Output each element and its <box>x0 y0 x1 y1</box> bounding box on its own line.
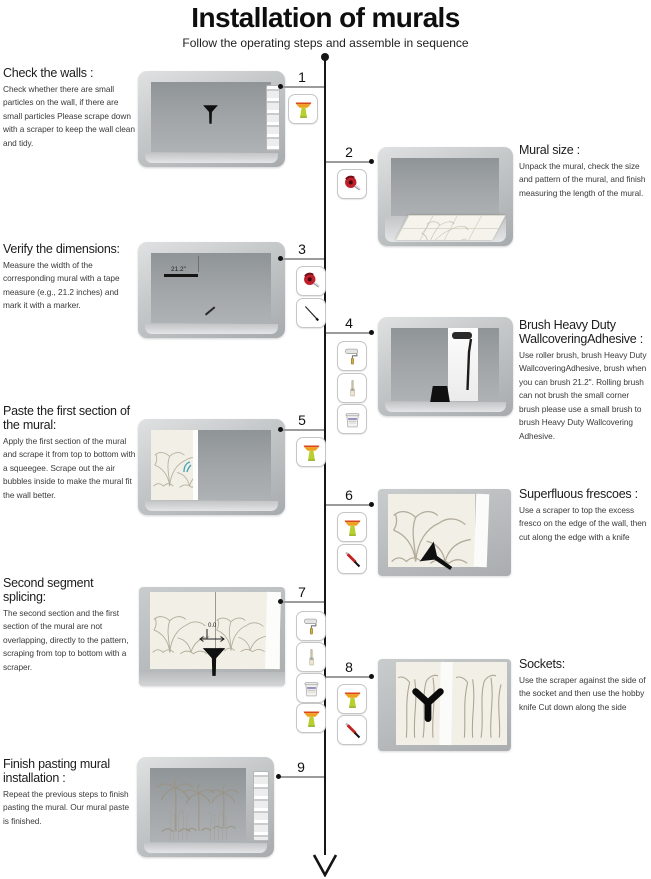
torn-edge <box>474 494 490 567</box>
step-1-description: Check whether there are small particles on the wall, if there are small particles Please scrape down with a scraper to keep the wall clean and tidy. <box>3 84 135 148</box>
step-1-title: Check the walls : <box>3 66 94 80</box>
step-3-description: Measure the width of the corresponding mural with a tape measure (e.g., 21.2 inches) and mark it with a marker. <box>3 260 120 311</box>
step-2 <box>519 143 649 200</box>
scraper-icon <box>288 94 318 124</box>
step-9-connector <box>278 759 324 778</box>
adhesive-bucket-icon <box>296 673 326 703</box>
step-9-number: 9 <box>297 759 305 775</box>
scraper-icon <box>337 512 367 542</box>
step-7-connector <box>280 584 324 603</box>
room-wall <box>391 158 499 218</box>
step-8 <box>519 657 649 714</box>
step-5-connector <box>280 412 324 431</box>
small-brush-icon <box>337 373 367 403</box>
step-4-title: Brush Heavy Duty WallcoveringAdhesive : <box>519 318 643 346</box>
gap-annotation: 0.0 <box>197 623 227 649</box>
step-5 <box>3 404 136 502</box>
step-4-number: 4 <box>345 315 353 331</box>
tape-measure-icon <box>337 169 367 199</box>
connector-dot <box>278 84 283 89</box>
step-5-description: Apply the first section of the mural and scrape it from top to bottom with a squeegee. Scrape out the air bubbles inside to make the mural fit the wall better. <box>3 436 136 500</box>
step-7-number: 7 <box>298 584 306 600</box>
marker-icon <box>296 298 326 328</box>
step-9 <box>3 757 136 828</box>
step-7-description: The second section and the first section of the mural are not overlapping, directly to the pattern, scraping from top to bottom with a scraper. <box>3 608 129 672</box>
room-floor <box>385 402 506 412</box>
small-brush-icon <box>296 642 326 672</box>
step-8-title: Sockets: <box>519 657 565 671</box>
step-1-number: 1 <box>298 69 306 85</box>
room-wall <box>151 253 271 323</box>
step-8-number: 8 <box>345 659 353 675</box>
step-1-illustration <box>138 71 285 167</box>
step-4-connector <box>326 315 372 334</box>
step-6-title: Superfluous frescoes : <box>519 487 638 501</box>
blue-leaf-accent <box>182 461 192 473</box>
connector-dot <box>278 427 283 432</box>
step-9-description: Repeat the previous steps to finish pasting the mural. Our mural paste is finished. <box>3 789 130 826</box>
step-6-connector <box>326 487 372 506</box>
room-floor <box>145 324 278 334</box>
connector-dot <box>369 502 374 507</box>
room-floor <box>145 501 278 511</box>
knife-icon <box>337 715 367 745</box>
connector-dot <box>276 774 281 779</box>
knife-icon <box>337 544 367 574</box>
step-5-number: 5 <box>298 412 306 428</box>
step-6-description: Use a scraper to top the excess fresco on the edge of the wall, then cut along the edge with a knife <box>519 505 647 542</box>
roller-brush-icon <box>337 341 367 371</box>
step-8-illustration <box>378 659 511 751</box>
room-floor <box>145 153 278 163</box>
ladder <box>253 771 269 841</box>
step-8-connector <box>326 659 372 678</box>
step-5-illustration <box>138 419 285 515</box>
step-5-title: Paste the first section of the mural: <box>3 404 130 432</box>
step-8-description: Use the scraper against the side of the socket and then use the hobby knife Cut down along the side <box>519 675 646 712</box>
connector-dot <box>278 599 283 604</box>
step-9-title: Finish pasting mural installation : <box>3 757 110 785</box>
mural-panels-on-floor <box>395 215 505 240</box>
connector-dot <box>369 330 374 335</box>
ladder <box>266 85 280 151</box>
step-2-description: Unpack the mural, check the size and pattern of the mural, and finish measuring the length of the mural. <box>519 161 646 198</box>
step-3-title: Verify the dimensions: <box>3 242 120 256</box>
scraper-silhouette <box>201 647 227 677</box>
tape-measure-icon <box>296 266 326 296</box>
step-4-illustration <box>378 317 513 416</box>
step-2-title: Mural size : <box>519 143 580 157</box>
step-7-illustration <box>139 587 285 686</box>
step-3 <box>3 242 136 313</box>
roller-silhouette <box>450 330 476 394</box>
step-3-illustration <box>138 242 285 338</box>
connector-dot <box>369 159 374 164</box>
step-2-number: 2 <box>345 144 353 160</box>
width-annotation: 21.2" <box>164 266 198 277</box>
step-2-connector <box>326 144 372 163</box>
step-3-number: 3 <box>298 241 306 257</box>
scraper-icon <box>337 684 367 714</box>
step-7-title: Second segment splicing: <box>3 576 94 604</box>
step-3-connector <box>280 241 324 260</box>
scraper-silhouette <box>202 104 219 125</box>
step-6 <box>519 487 649 544</box>
step-6-number: 6 <box>345 487 353 503</box>
room-floor <box>144 843 267 853</box>
page-subtitle: Follow the operating steps and assemble in sequence <box>182 36 469 50</box>
adhesive-bucket-icon <box>337 404 367 434</box>
bucket-silhouette <box>430 386 450 403</box>
connector-dot <box>369 674 374 679</box>
roller-brush-icon <box>296 611 326 641</box>
connector-dot <box>278 256 283 261</box>
step-1-connector <box>280 69 324 88</box>
step-7 <box>3 576 136 674</box>
step-4 <box>519 318 649 443</box>
step-4-description: Use roller brush, brush Heavy Duty WallcoveringAdhesive, brush when you can brush 21.2". Rolling brush can not brush the small corner brush please use a small brush to brush Heavy Duty Wallcovering Adhesive. <box>519 350 647 441</box>
timeline-arrow-icon <box>312 853 338 877</box>
step-9-illustration <box>137 757 274 857</box>
step-6-illustration <box>378 489 511 576</box>
page-title: Installation of murals <box>191 2 460 33</box>
scraper-icon <box>296 437 326 467</box>
scraper-icon <box>296 703 326 733</box>
socket-silhouette <box>410 686 446 722</box>
step-1 <box>3 66 136 150</box>
torn-edge <box>193 430 198 500</box>
step-2-illustration <box>378 147 513 246</box>
reference-line <box>198 256 199 272</box>
